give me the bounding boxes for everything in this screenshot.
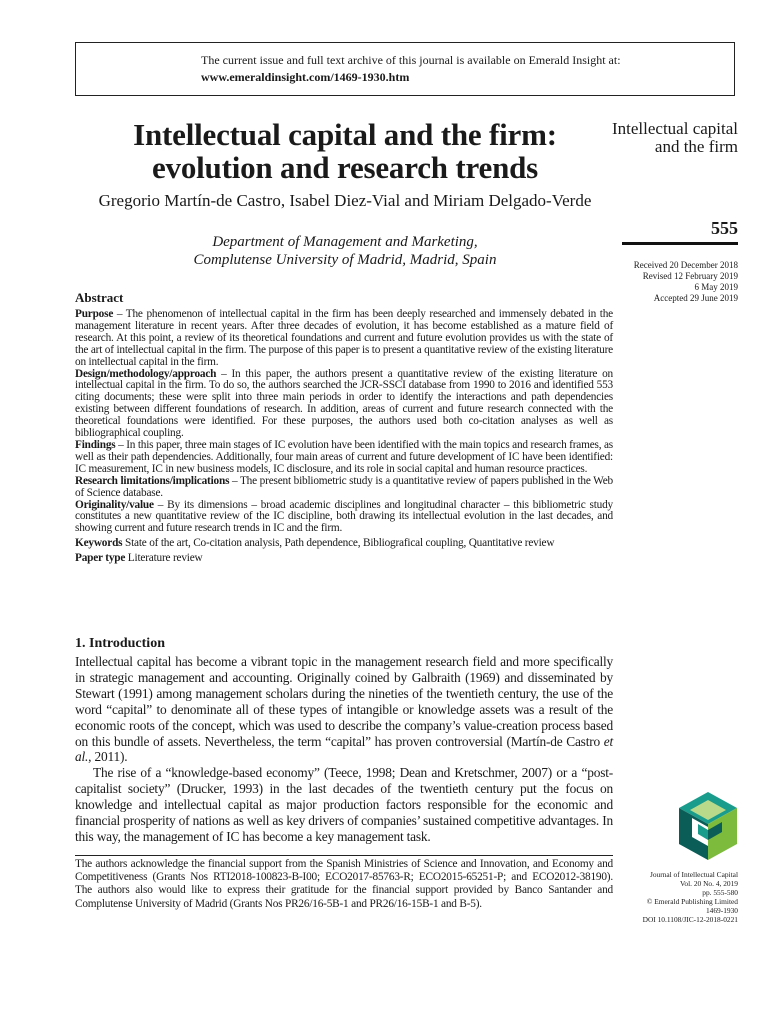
journal-copyright: © Emerald Publishing Limited <box>646 897 738 906</box>
archive-notice-box <box>75 42 735 96</box>
abstract-limitations <box>75 476 613 500</box>
abstract-purpose <box>75 309 613 369</box>
abstract-originality <box>75 500 613 536</box>
abstract-keywords <box>75 538 613 550</box>
abstract-text: Literature review <box>125 552 203 565</box>
journal-issn: 1469-1930 <box>705 906 738 915</box>
logo-svg <box>676 790 740 862</box>
received-dates <box>600 260 738 304</box>
abstract-heading: Abstract <box>75 290 124 305</box>
abstract-label: Originality/value <box>75 498 154 511</box>
emerald-publishing-logo-icon <box>676 790 740 862</box>
abstract-label: Findings <box>75 438 116 451</box>
date-line: Revised 12 February 2019 <box>642 271 738 281</box>
abstract-label: Paper type <box>75 552 126 565</box>
introduction-body <box>75 654 613 845</box>
affiliation-university: Complutense University of Madrid, Madrid, Spain <box>193 252 497 268</box>
abstract-label: Keywords <box>75 537 123 550</box>
date-line: 6 May 2019 <box>694 282 738 292</box>
date-line: Received 20 December 2018 <box>633 260 738 270</box>
archive-url-link[interactable]: www.emeraldinsight.com/1469-1930.htm <box>201 70 410 84</box>
page-number: 555 <box>711 218 738 238</box>
intro-paragraph <box>75 654 613 765</box>
journal-info <box>600 870 738 924</box>
author-list: Gregorio Martín-de Castro, Isabel Diez-Vial and Miriam Delgado-Verde <box>98 191 592 210</box>
abstract-label: Research limitations/implications <box>75 474 230 487</box>
abstract-label: Design/methodology/approach <box>75 367 217 380</box>
affiliation <box>75 233 615 269</box>
abstract-findings <box>75 440 613 476</box>
abstract-paper-type <box>75 553 613 565</box>
affiliation-department: Department of Management and Marketing, <box>212 234 478 250</box>
abstract-text: – In this paper, the authors present a quantitative review of the existing literature on intellectual capital in the firm. To do so, the authors searched the JCR-SSCI database from 1990 to 2016 and identified 553 citing documents; these were split into three main periods in order to identify the interactions and path dependencies existing between different foundations of research. In addition, areas of current and future research connected with the theoretical foundations were identified. For these purposes, the authors used both co-citation analyses as well as bibliographical coupling. <box>75 367 613 440</box>
paper-title: Intellectual capital and the firm: evolution and research trends <box>133 117 557 185</box>
abstract-label: Purpose <box>75 308 114 320</box>
abstract-text: – The present bibliometric study is a quantitative review of papers published in the Web of Science database. <box>75 474 613 499</box>
intro-italic: et al. <box>75 733 613 765</box>
journal-doi[interactable]: DOI 10.1108/JIC-12-2018-0221 <box>642 915 738 924</box>
running-head: Intellectual capital and the firm <box>611 119 738 156</box>
footnote-rule <box>75 855 613 856</box>
abstract-text: – In this paper, three main stages of IC evolution have been identified with the main topics and research frames, as well as their path dependencies. Additionally, four main areas of current and future development of IC have been identified: IC measurement, IC in new business models, IC disclosure, and its role in social capital and human resource practices. <box>75 438 613 475</box>
abstract-text: State of the art, Co-citation analysis, Path dependence, Bibliografical coupling, Quantitative review <box>122 537 555 550</box>
intro-paragraph: The rise of a “knowledge-based economy” (Teece, 1998; Dean and Kretschmer, 2007) or a “post-capitalist society” (Drucker, 1993) in the last decades of the twentieth century put the focus on knowledge and intellectual capital as major production factors responsible for the economic and financial prosperity of nations as well as key drivers of companies’ sustained competitive advantages. In this way, the management of IC has become a key management task. <box>75 765 613 844</box>
abstract-text: – The phenomenon of intellectual capital in the firm has been deeply researched and immensely debated in the management literature in recent years. After three decades of evolution, it has become established as a mature field of research. At this point, a review of its theoretical foundations and current and future evolution provides us with the state of the art of intellectual capital in the firm. The purpose of this paper is to present a quantitative review of the existing literature on intellectual capital in the firm. <box>75 308 613 368</box>
intro-text: , 2011). <box>88 749 128 765</box>
margin-rule <box>622 242 738 245</box>
intro-text: Intellectual capital has become a vibrant topic in the management research field and more specifically in strategic management and accounting. Originally coined by Galbraith (1969) and disseminated by Stewart (1991) among management scholars during the nineties of the twentieth century, the use of the word “capital” to denominate all of these types of intangible or knowledge assets was a result of the economic roots of the concept, which was used to describe the company’s value-creation process based on this bundle of assets. Nevertheless, the term “capital” has proven controversial (Martín-de Castro <box>75 654 613 749</box>
date-line: Accepted 29 June 2019 <box>653 293 738 303</box>
section-heading-introduction: 1. Introduction <box>75 636 165 651</box>
journal-pages: pp. 555-580 <box>702 888 738 897</box>
abstract-design <box>75 369 613 440</box>
journal-volume: Vol. 20 No. 4, 2019 <box>680 879 738 888</box>
archive-notice-text: The current issue and full text archive of this journal is available on Emerald Insight at: <box>201 53 621 67</box>
abstract-body <box>75 309 613 565</box>
abstract-text: – By its dimensions – broad academic disciplines and longitudinal character – this bibliometric study constitutes a new quantitative review of the IC discipline, both drawing its intellectual evolution in the last decades, and showing current and future research trends in IC and the firm. <box>75 498 613 535</box>
acknowledgement-footnote: The authors acknowledge the financial support from the Spanish Ministries of Science and Innovation, and Economy and Competitiveness (Grants Nos RTI2018-100823-B-I00; ECO2017-85763-R; ECO2015-65251-P; and ECO2012-38190). The authors also would like to express their gratitude for the financial support provided by Banco Santander and Complutense University of Madrid (Grants Nos PR26/16-5B-1 and PR26/16-15B-1 and B-5). <box>75 858 613 910</box>
journal-name: Journal of Intellectual Capital <box>649 870 738 879</box>
